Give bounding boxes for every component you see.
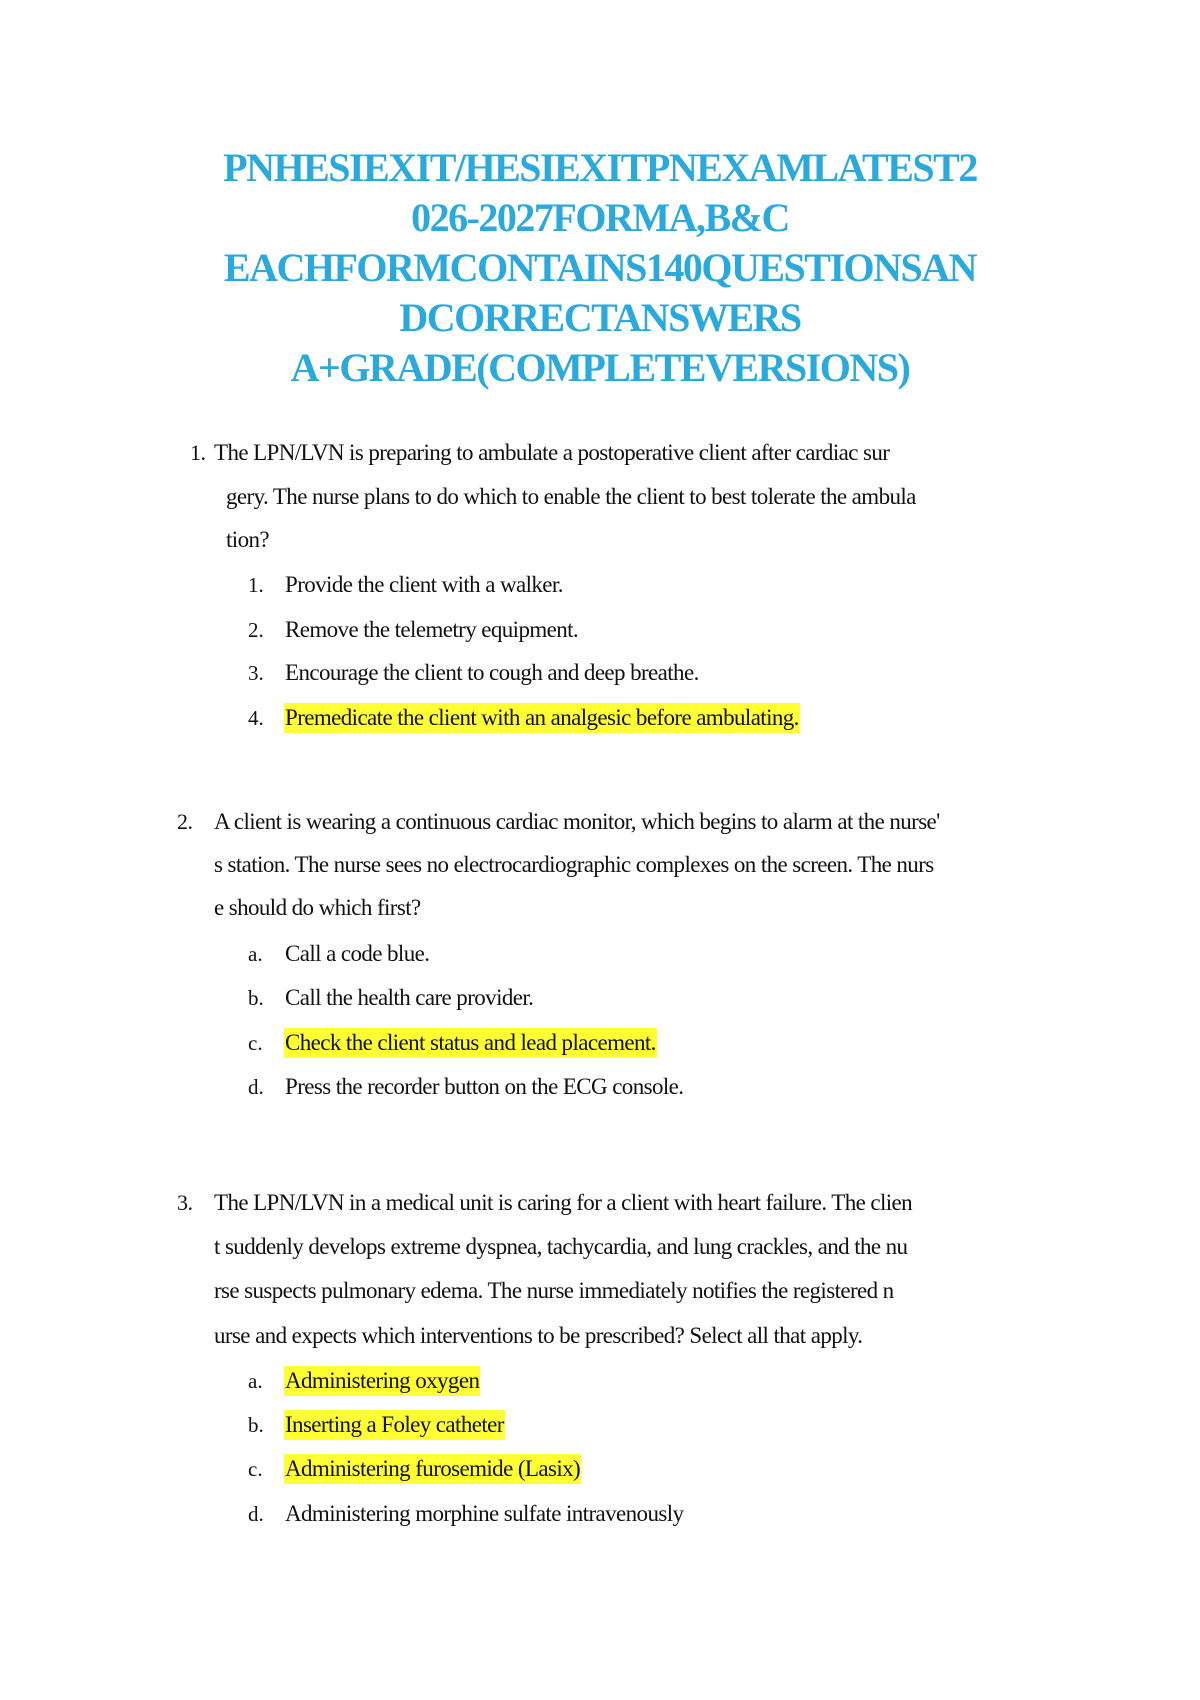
option-label: c. bbox=[248, 1457, 263, 1481]
question-text-line: A client is wearing a continuous cardiac monitor, which begins to alarm at the nurse' bbox=[214, 809, 940, 834]
option-text: Press the recorder button on the ECG console. bbox=[285, 1074, 684, 1099]
question-text-line: s station. The nurse sees no electrocardiographic complexes on the screen. The nurs bbox=[214, 852, 934, 877]
title-line: PNHESIEXIT/HESIEXITPNEXAMLATEST2 bbox=[223, 145, 977, 190]
answer-option-correct bbox=[0, 1028, 1200, 1060]
option-label: b. bbox=[248, 986, 264, 1010]
option-label: 1. bbox=[248, 573, 264, 597]
question-number: 1. bbox=[190, 440, 206, 465]
question-number: 2. bbox=[177, 809, 193, 834]
question-text-line: The LPN/LVN is preparing to ambulate a postoperative client after cardiac sur bbox=[214, 440, 890, 465]
answer-option-correct bbox=[0, 1454, 1200, 1486]
title-line: DCORRECTANSWERS bbox=[399, 295, 801, 340]
answer-option bbox=[0, 658, 1200, 690]
option-label: a. bbox=[248, 1369, 263, 1393]
answer-option bbox=[0, 1499, 1200, 1531]
question-number: 3. bbox=[177, 1190, 193, 1215]
question-text-line: e should do which first? bbox=[214, 895, 421, 920]
option-label: d. bbox=[248, 1502, 264, 1526]
option-label: b. bbox=[248, 1413, 264, 1437]
option-text-highlighted: Administering oxygen bbox=[284, 1366, 480, 1396]
option-text-highlighted: Inserting a Foley catheter bbox=[284, 1410, 505, 1440]
answer-option-correct bbox=[0, 703, 1200, 735]
option-text: Provide the client with a walker. bbox=[285, 572, 563, 597]
question-text-line: gery. The nurse plans to do which to enable the client to best tolerate the ambula bbox=[226, 484, 916, 509]
question-text-line: tion? bbox=[226, 527, 269, 552]
title-line: A+GRADE(COMPLETEVERSIONS) bbox=[290, 345, 910, 390]
option-label: c. bbox=[248, 1031, 263, 1055]
question-text-line: urse and expects which interventions to be prescribed? Select all that apply. bbox=[214, 1323, 863, 1348]
option-label: 3. bbox=[248, 661, 264, 685]
option-text: Call the health care provider. bbox=[285, 985, 534, 1010]
option-label: 4. bbox=[248, 706, 264, 730]
option-text: Encourage the client to cough and deep breathe. bbox=[285, 660, 699, 685]
option-label: 2. bbox=[248, 618, 264, 642]
option-label: a. bbox=[248, 942, 263, 966]
option-text-highlighted: Check the client status and lead placement. bbox=[284, 1028, 657, 1058]
title-line: EACHFORMCONTAINS140QUESTIONSAN bbox=[223, 245, 977, 290]
option-label: d. bbox=[248, 1075, 264, 1099]
option-text-highlighted: Administering furosemide (Lasix) bbox=[284, 1454, 581, 1484]
question-text-line: The LPN/LVN in a medical unit is caring for a client with heart failure. The clien bbox=[214, 1190, 913, 1215]
answer-option bbox=[0, 570, 1200, 602]
option-text: Administering morphine sulfate intravenously bbox=[285, 1501, 684, 1526]
option-text: Call a code blue. bbox=[285, 941, 430, 966]
answer-option bbox=[0, 1072, 1200, 1104]
question-text-line: rse suspects pulmonary edema. The nurse immediately notifies the registered n bbox=[214, 1278, 894, 1303]
title-line: 026-2027FORMA,B&C bbox=[411, 195, 789, 240]
option-text: Remove the telemetry equipment. bbox=[285, 617, 579, 642]
answer-option bbox=[0, 983, 1200, 1015]
answer-option bbox=[0, 939, 1200, 971]
question-text-line: t suddenly develops extreme dyspnea, tachycardia, and lung crackles, and the nu bbox=[214, 1234, 908, 1259]
document-title bbox=[150, 143, 1050, 393]
answer-option-correct bbox=[0, 1366, 1200, 1398]
answer-option-correct bbox=[0, 1410, 1200, 1442]
option-text-highlighted: Premedicate the client with an analgesic before ambulating. bbox=[284, 703, 800, 733]
answer-option bbox=[0, 615, 1200, 647]
